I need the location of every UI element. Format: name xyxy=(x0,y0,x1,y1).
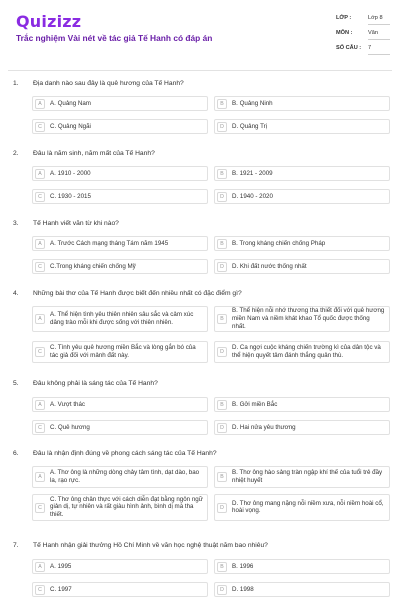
option-c[interactable] xyxy=(32,119,208,134)
option-b[interactable] xyxy=(214,397,390,412)
option-letter: D xyxy=(217,347,227,357)
option-a[interactable] xyxy=(32,466,208,488)
option-letter: B xyxy=(217,99,227,109)
option-text: D. 1940 - 2020 xyxy=(232,192,273,200)
option-text: B. Gởi miền Bắc xyxy=(232,400,278,408)
option-letter: B xyxy=(217,472,227,482)
question-number: 6. xyxy=(13,450,19,457)
option-d[interactable] xyxy=(214,494,390,521)
option-text: C. Quê hương xyxy=(50,423,90,431)
question-number: 7. xyxy=(13,542,19,549)
option-letter: A xyxy=(35,562,45,572)
option-letter: D xyxy=(217,192,227,202)
option-text: C. Thơ ông chân thực với cách diễn đạt bằng ngôn ngữ giản dị, tự nhiên và rất giàu hình ảnh, bình dị mà tha thiết. xyxy=(50,495,203,519)
option-c[interactable] xyxy=(32,494,208,521)
option-b[interactable] xyxy=(214,236,390,251)
option-text: D. Hai nửa yêu thương xyxy=(232,423,296,431)
option-c[interactable] xyxy=(32,259,208,274)
meta-grade-label: LỚP : xyxy=(336,15,352,21)
option-d[interactable] xyxy=(214,420,390,435)
option-a[interactable] xyxy=(32,96,208,111)
question-text: Tế Hanh viết văn từ khi nào? xyxy=(33,220,119,227)
option-text: B. Trong kháng chiến chống Pháp xyxy=(232,239,326,247)
option-letter: C xyxy=(35,503,45,513)
option-b[interactable] xyxy=(214,96,390,111)
option-text: A. 1910 - 2000 xyxy=(50,169,91,177)
option-letter: D xyxy=(217,262,227,272)
option-letter: A xyxy=(35,169,45,179)
option-c[interactable] xyxy=(32,420,208,435)
option-text: A. 1995 xyxy=(50,562,72,570)
option-letter: D xyxy=(217,423,227,433)
option-text: B. 1996 xyxy=(232,562,254,570)
option-b[interactable] xyxy=(214,559,390,574)
option-letter: C xyxy=(35,262,45,272)
question-text: Tế Hanh nhận giải thưởng Hồ Chí Minh về văn học nghệ thuật năm bao nhiêu? xyxy=(33,542,268,549)
option-letter: C xyxy=(35,192,45,202)
quizizz-logo[interactable]: Quizizz xyxy=(16,12,82,31)
option-letter: C xyxy=(35,122,45,132)
option-a[interactable] xyxy=(32,306,208,332)
option-letter: B xyxy=(217,314,227,324)
question-number: 2. xyxy=(13,150,19,157)
question-number: 5. xyxy=(13,380,19,387)
option-letter: A xyxy=(35,400,45,410)
option-c[interactable] xyxy=(32,341,208,363)
question-text: Địa danh nào sau đây là quê hương của Tế Hanh? xyxy=(33,80,184,87)
option-letter: A xyxy=(35,472,45,482)
meta-divider xyxy=(368,39,390,40)
question-text: Những bài thơ của Tế Hanh được biết đến nhiều nhất có đặc điểm gì? xyxy=(33,290,242,297)
option-text: B. Thơ ông hào sảng tràn ngập khí thế của tuổi trẻ đầy nhiệt huyết xyxy=(232,469,383,484)
option-a[interactable] xyxy=(32,166,208,181)
option-a[interactable] xyxy=(32,559,208,574)
meta-divider xyxy=(368,54,390,55)
question-text: Đâu là năm sinh, năm mất của Tế Hanh? xyxy=(33,150,155,157)
option-text: C.Trong kháng chiến chống Mỹ xyxy=(50,262,136,270)
option-letter: D xyxy=(217,503,227,513)
option-text: B. 1921 - 2009 xyxy=(232,169,273,177)
option-a[interactable] xyxy=(32,236,208,251)
option-text: D. Quảng Trị xyxy=(232,122,268,130)
option-letter: B xyxy=(217,239,227,249)
option-letter: A xyxy=(35,239,45,249)
option-c[interactable] xyxy=(32,189,208,204)
page-title: Trắc nghiệm Vài nét về tác giả Tế Hanh có đáp án xyxy=(16,33,213,43)
option-text: C. Quảng Ngãi xyxy=(50,122,91,130)
option-text: C. Tình yêu quê hương miền Bắc và lòng gắn bó của tác giả đối với mảnh đất này. xyxy=(50,344,196,359)
option-text: A. Trước Cách mạng tháng Tám năm 1945 xyxy=(50,239,169,247)
meta-count-value: 7 xyxy=(368,45,372,51)
option-b[interactable] xyxy=(214,466,390,488)
option-letter: D xyxy=(217,585,227,595)
option-letter: A xyxy=(35,314,45,324)
meta-grade-value: Lớp 8 xyxy=(368,15,383,21)
option-b[interactable] xyxy=(214,306,390,332)
option-letter: A xyxy=(35,99,45,109)
option-letter: C xyxy=(35,585,45,595)
question-text: Đâu không phải là sáng tác của Tế Hanh? xyxy=(33,380,158,387)
option-letter: C xyxy=(35,423,45,433)
option-text: A. Thơ ông là những dòng chảy tâm tình, dạt dào, bao la, rạo rực. xyxy=(50,469,200,484)
option-text: D. 1998 xyxy=(232,585,254,593)
option-text: D. Ca ngợi cuộc kháng chiến trường kì của dân tộc và thể hiện quyết tâm đánh thắng quân thù. xyxy=(232,344,381,359)
option-text: B. Thể hiện nỗi nhớ thương tha thiết đối với quê hương miền Nam và niềm khát khao Tổ quốc được thống nhất. xyxy=(232,307,385,330)
option-text: A. Quảng Nam xyxy=(50,99,91,107)
option-letter: D xyxy=(217,122,227,132)
question-number: 1. xyxy=(13,80,19,87)
meta-divider xyxy=(368,24,390,25)
option-text: D. Thơ ông mang nặng nỗi niềm xưa, nỗi niềm hoài cổ, hoài vọng. xyxy=(232,499,384,515)
question-number: 3. xyxy=(13,220,19,227)
option-letter: B xyxy=(217,562,227,572)
option-text: B. Quảng Ninh xyxy=(232,99,273,107)
option-text: A. Thể hiện tình yêu thiên nhiên sâu sắc và cảm xúc dâng trào mỗi khi được sống với thiên nhiên. xyxy=(50,311,194,326)
option-letter: B xyxy=(217,400,227,410)
option-text: C. 1930 - 2015 xyxy=(50,192,91,200)
option-text: C. 1997 xyxy=(50,585,72,593)
question-number: 4. xyxy=(13,290,19,297)
question-text: Đâu là nhận định đúng về phong cách sáng tác của Tế Hanh? xyxy=(33,450,217,457)
option-letter: B xyxy=(217,169,227,179)
option-a[interactable] xyxy=(32,397,208,412)
option-c[interactable] xyxy=(32,582,208,597)
option-d[interactable] xyxy=(214,119,390,134)
option-text: A. Vượt thác xyxy=(50,400,86,408)
option-d[interactable] xyxy=(214,259,390,274)
option-d[interactable] xyxy=(214,189,390,204)
option-letter: C xyxy=(35,347,45,357)
option-d[interactable] xyxy=(214,582,390,597)
header-divider xyxy=(8,70,392,71)
meta-subject-label: MÔN : xyxy=(336,30,353,36)
meta-subject-value: Văn xyxy=(368,30,378,36)
meta-count-label: SỐ CÂU : xyxy=(336,45,362,51)
option-d[interactable] xyxy=(214,341,390,363)
option-b[interactable] xyxy=(214,166,390,181)
option-text: D. Khi đất nước thống nhất xyxy=(232,262,307,270)
